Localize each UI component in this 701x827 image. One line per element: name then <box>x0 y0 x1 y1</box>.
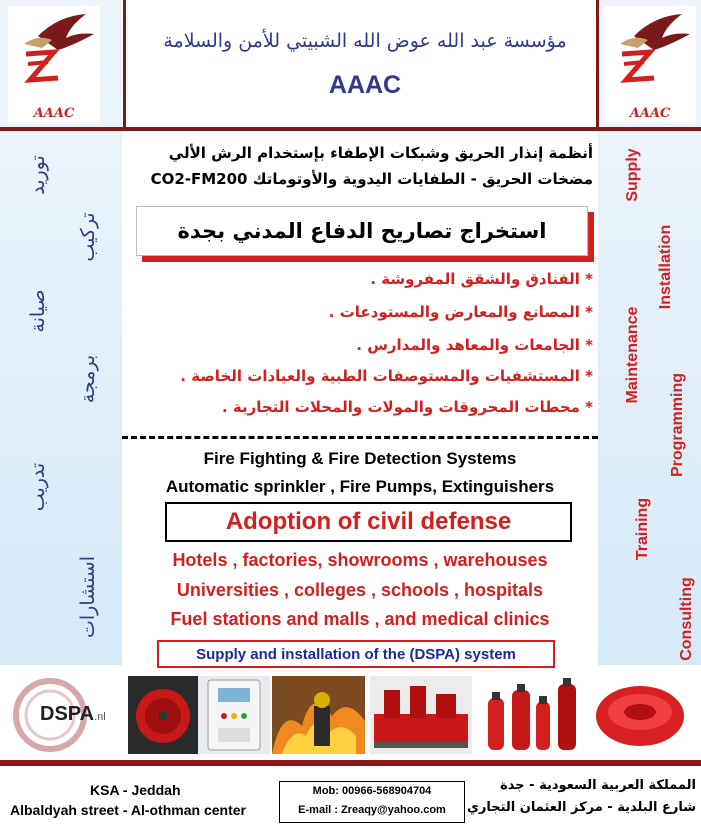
control-panel-icon <box>198 676 270 754</box>
contact-box <box>279 781 465 823</box>
arabic-bullet: * محطات المحروقات والمولات والمحلات التجارية . <box>221 398 593 416</box>
control-panel-photo <box>198 676 270 754</box>
extinguishers-photo <box>474 676 584 754</box>
firefighter-icon <box>272 676 365 754</box>
adoption-text: Adoption of civil defense <box>225 508 512 535</box>
english-facility-line: Universities , colleges , schools , hospitals <box>176 580 544 600</box>
english-systems-line: Fire Fighting & Fire Detection Systems <box>203 449 517 468</box>
email-address[interactable]: E-mail : Zreaqy@yahoo.com <box>298 804 446 816</box>
section-divider <box>122 436 598 439</box>
service-en-installation: Installation <box>657 224 674 310</box>
service-ar-maintenance: صيانة <box>27 289 49 333</box>
service-ar-installation: تركيب <box>77 212 99 262</box>
footer-location-en: KSA - Jeddah <box>90 782 181 798</box>
red-reel-photo <box>590 676 690 754</box>
logo-caption: AAAC <box>33 106 75 121</box>
dspa-logo-image <box>10 676 120 754</box>
fire-extinguisher-icon <box>474 676 584 754</box>
footer-rule <box>0 760 701 766</box>
dspa-logo-text: DSPA <box>40 703 95 725</box>
arabic-banner-text: استخراج تصاريح الدفاع المدني بجدة <box>177 219 547 243</box>
footer-street-en: Albaldyah street - Al-othman center <box>10 802 246 818</box>
dspa-system-box <box>157 640 555 668</box>
logo-caption: AAAC <box>629 106 671 121</box>
service-ar-training: تدريب <box>27 462 49 512</box>
phoenix-logo-icon <box>604 6 696 106</box>
english-facility-line: Fuel stations and malls , and medical clinics <box>170 609 550 629</box>
firefighter-photo <box>272 676 365 754</box>
arabic-pumps-line: مضخات الحريق - الطفايات اليدوية والأوتوماتك CO2-FM200 <box>150 170 593 188</box>
logo-right <box>604 6 696 124</box>
service-en-programming: Programming <box>669 373 686 478</box>
phoenix-logo-icon <box>8 6 100 106</box>
english-equipment-line: Automatic sprinkler , Fire Pumps, Extinguishers <box>165 477 555 496</box>
dspa-logo-suffix: .nl <box>94 711 106 723</box>
service-ar-programming: برمجة <box>77 354 99 404</box>
header-divider-left <box>123 0 126 130</box>
arabic-systems-line: أنظمة إنذار الحريق وشبكات الإطفاء بإستخدام الرش الألي <box>168 144 593 162</box>
org-name-arabic: مؤسسة عبد الله عوض الله الشبيتي للأمن والسلامة <box>163 30 567 52</box>
footer-street-ar: شارع البلدية - مركز العثمان التجاري <box>466 800 696 815</box>
arabic-bullet: * الجامعات والمعاهد والمدارس . <box>356 336 593 354</box>
dspa-system-text: Supply and installation of the (DSPA) system <box>196 645 516 663</box>
adoption-civil-defense-box <box>165 502 572 542</box>
arabic-civil-defense-banner <box>136 206 588 256</box>
arabic-bullet: * المستشفيات والمستوصفات الطبية والعيادات الخاصة . <box>180 367 593 385</box>
service-ar-supply: توريد <box>27 155 49 195</box>
org-name-english: AAAC <box>328 71 402 99</box>
service-en-training: Training <box>634 497 651 561</box>
header-rule <box>0 127 701 131</box>
english-facility-line: Hotels , factories, showrooms , warehouses <box>172 550 548 570</box>
logo-left <box>8 6 100 124</box>
arabic-bullet: * الفنادق والشقق المفروشة . <box>370 270 593 288</box>
header-divider-right <box>596 0 599 130</box>
fire-reel-icon <box>590 676 690 754</box>
service-en-consulting: Consulting <box>678 577 695 661</box>
alarm-bell-icon <box>128 676 198 754</box>
service-ar-consulting: استشارات <box>77 556 99 639</box>
footer-country-ar: المملكة العربية السعودية - جدة <box>500 778 696 793</box>
mobile-number: Mob: 00966-568904704 <box>312 785 432 797</box>
arabic-bullet: * المصانع والمعارض والمستودعات . <box>328 303 593 321</box>
fire-pump-icon <box>370 676 472 754</box>
service-en-maintenance: Maintenance <box>624 306 641 404</box>
fire-pump-photo <box>370 676 472 754</box>
service-en-supply: Supply <box>624 148 641 202</box>
fire-bell-photo <box>128 676 198 754</box>
